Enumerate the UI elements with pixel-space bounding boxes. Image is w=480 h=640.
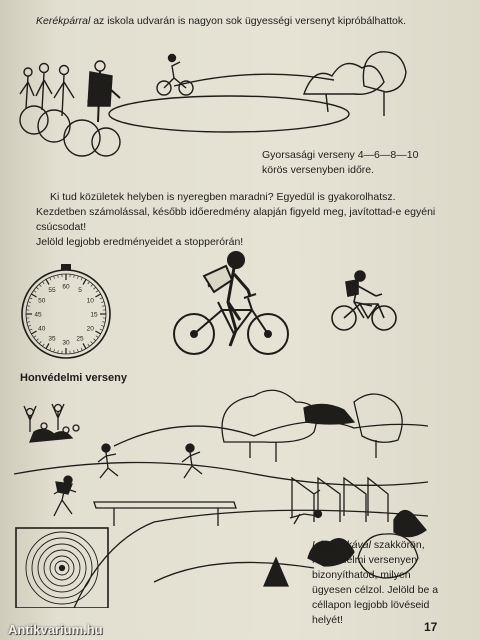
intro-text: az iskola udvarán is nagyon sok ügyességi versenyt kipróbálhattok. [90,15,407,27]
stopwatch-major-tick [31,294,36,297]
stopwatch-minor-tick [91,284,93,286]
stopwatch-minor-tick [29,329,32,330]
stopwatch-minor-tick [96,290,98,292]
stopwatch-major-tick [95,331,100,334]
stopwatch-label: 15 [90,311,98,319]
stopwatch-minor-tick [42,282,44,284]
stopwatch-minor-tick [54,349,55,352]
stopwatch-dial[interactable] [16,262,116,362]
stopwatch-minor-tick [42,344,44,346]
stopwatch-minor-tick [28,325,31,326]
stopwatch-label: 40 [38,325,46,333]
stopwatch-major-tick [83,279,86,284]
balance-paragraph [36,190,440,250]
stopwatch-minor-tick [34,290,36,292]
stopwatch-major-tick [46,343,49,348]
stopwatch-minor-tick [100,329,103,330]
stopwatch-minor-tick [96,336,98,338]
stopwatch-minor-tick [93,339,95,341]
stopwatch-minor-tick [50,348,51,351]
spectators-group [24,404,79,442]
stopwatch-minor-tick [58,275,59,278]
stopwatch-major-tick [83,343,86,348]
stopwatch-minor-tick [39,284,41,286]
stopwatch-minor-tick [58,350,59,353]
stopwatch-major-tick [46,279,49,284]
stopwatch-minor-tick [50,277,51,280]
stopwatch-minor-tick [81,277,82,280]
stopwatch-minor-tick [81,348,82,351]
watermark-logo: Antikvarium.hu [8,622,103,637]
race-track [109,96,349,132]
stopwatch-label: 50 [38,297,46,305]
cyclist-small-illustration [328,270,400,334]
bush-cluster [304,64,384,95]
stopwatch-minor-tick [34,336,36,338]
stopwatch-minor-tick [102,306,105,307]
air-rifle-lead: Légpuskával [312,539,371,551]
stopwatch-minor-tick [54,276,55,279]
balance-cyclist-illustration [164,250,300,358]
stopwatch-major-tick [95,294,100,297]
stopwatch-label: 10 [86,297,94,305]
stopwatch-minor-tick [88,282,90,284]
stopwatch-crown [61,264,71,270]
intro-paragraph [36,14,440,29]
stopwatch-label: 55 [48,287,56,295]
balance-beam [94,502,236,508]
shooting-target[interactable] [16,528,108,608]
stopwatch-minor-tick [100,298,103,299]
stopwatch-minor-tick [77,349,78,352]
intro-lead: Kerékpárral [36,15,91,27]
stopwatch-minor-tick [77,276,78,279]
runners [54,444,202,516]
stopwatch-minor-tick [93,287,95,289]
stopwatch-label: 5 [78,287,82,295]
stopwatch-label: 30 [62,339,70,347]
children-with-bikes [20,61,120,156]
stopwatch-instruction: Jelöld legjobb eredményeidet a stopperórán! [36,236,244,248]
page-number: 17 [424,620,438,634]
stopwatch-minor-tick [102,322,105,323]
tree-cluster [222,390,317,442]
stopwatch-minor-tick [74,275,75,278]
pine-tree [264,558,288,586]
stopwatch-minor-tick [39,341,41,343]
stopwatch-major-tick [31,331,36,334]
stopwatch-label: 35 [48,335,56,343]
air-rifle-caption [312,538,442,628]
stopwatch-label: 45 [34,311,42,319]
stopwatch-minor-tick [88,344,90,346]
air-rifle-text: szakkörön, honvédelmi versenyen bizonyíthatod, milyen ügyesen célzol. Jelöld be a céllapon legjobb lövéseid helyét! [312,539,439,626]
balance-text: Ki tud közületek helyben is nyeregben maradni? Egyedül is gyakorolhatsz. Kezdetben számolással, később időeredmény alapján figyeld meg, javítottad-e egyéni csúcsodat! [36,191,436,233]
stopwatch-minor-tick [28,302,31,303]
stopwatch-minor-tick [36,339,38,341]
section-heading: Honvédelmi verseny [20,372,127,384]
stopwatch-label: 60 [62,283,70,291]
stopwatch-minor-tick [36,287,38,289]
speed-race-caption: Gyorsasági verseny 4—6—8—10 körös versenyben időre. [262,149,419,176]
stopwatch-label: 25 [76,335,84,343]
stopwatch-minor-tick [101,302,104,303]
stopwatch-minor-tick [27,322,30,323]
stopwatch-label: 20 [86,325,94,333]
stopwatch-minor-tick [101,325,104,326]
stopwatch-minor-tick [74,350,75,353]
stopwatch-minor-tick [29,298,32,299]
stopwatch-minor-tick [91,341,93,343]
stopwatch-minor-tick [27,306,30,307]
